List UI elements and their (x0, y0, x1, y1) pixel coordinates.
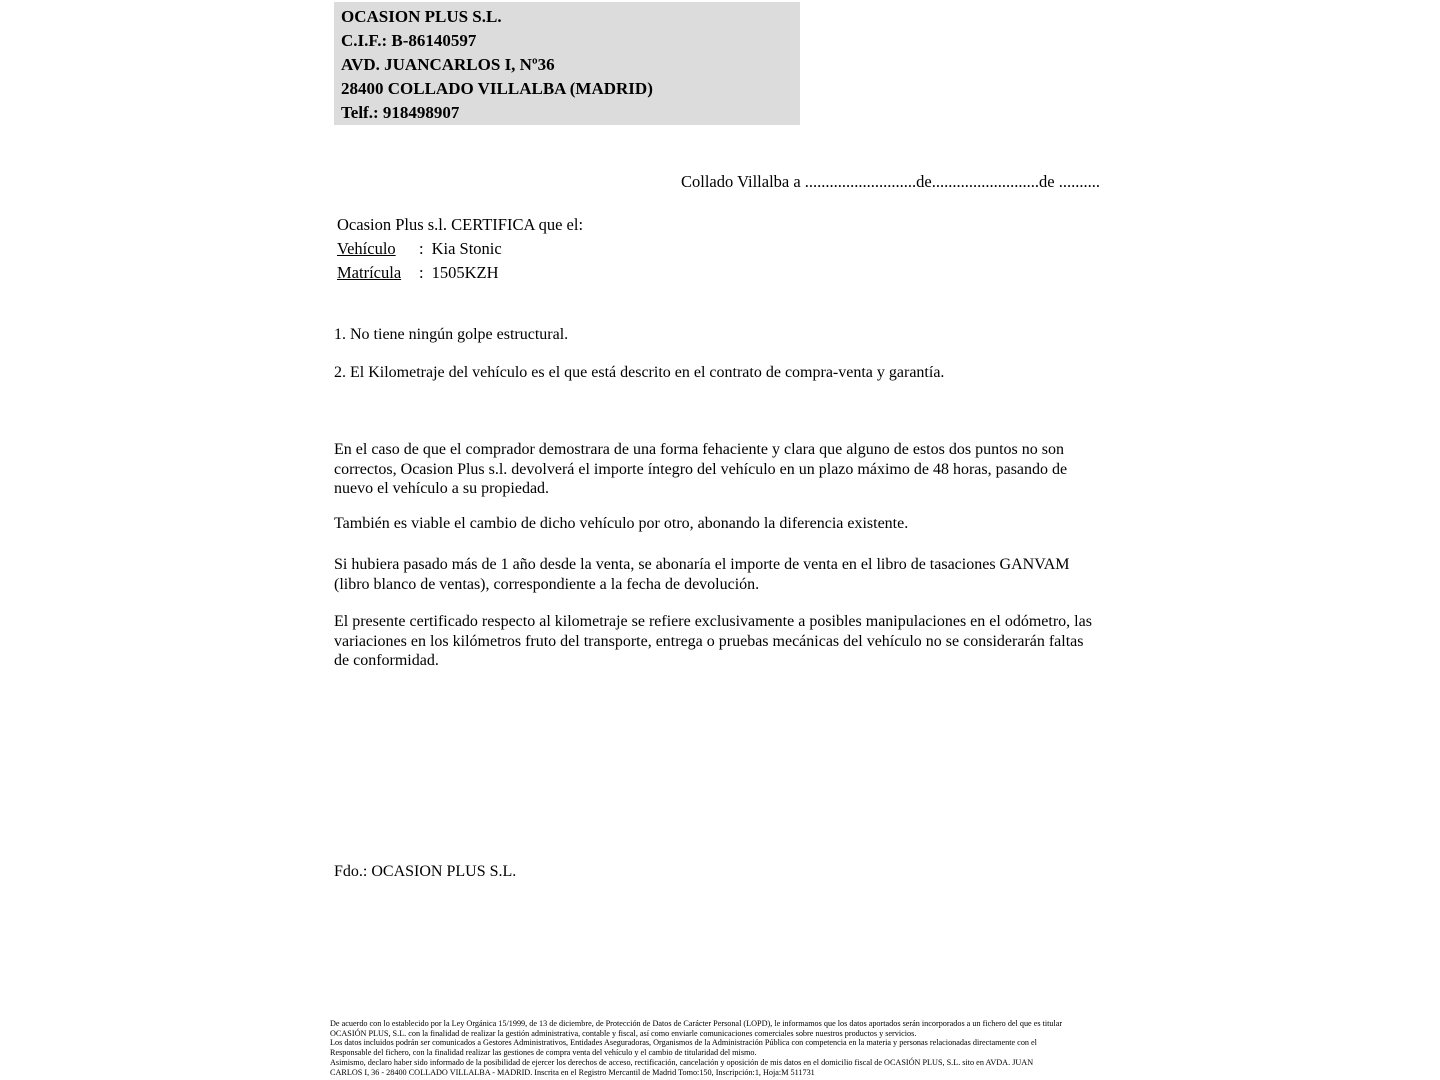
certification-block (337, 213, 583, 285)
paragraph-exchange: También es viable el cambio de dicho vehículo por otro, abonando la diferencia existente. (334, 515, 909, 532)
signature-line: Fdo.: OCASION PLUS S.L. (334, 863, 517, 880)
vehicle-field-separator: : (419, 239, 424, 258)
plate-field-label: Matrícula (337, 263, 402, 282)
vehicle-field-value: Kia Stonic (431, 239, 502, 258)
legal-footer-line: Los datos incluidos podrán ser comunicados a Gestores Administrativos, Entidades Aseguradoras, Organismos de la Administración Pública con competencia en la materia y personas relacionadas directamente con el (330, 1038, 1037, 1048)
company-address: AVD. JUANCARLOS I, Nº36 (341, 55, 555, 74)
certification-intro: Ocasion Plus s.l. CERTIFICA que el: (337, 215, 584, 234)
company-city: 28400 COLLADO VILLALBA (MADRID) (341, 79, 653, 98)
point-1: 1. No tiene ningún golpe estructural. (334, 326, 569, 343)
legal-footer-line: De acuerdo con lo establecido por la Ley Orgánica 15/1999, de 13 de diciembre, de Protección de Datos de Carácter Personal (LOPD), le informamos que los datos aportados serán incorporados a un fichero del que es titular (330, 1019, 1063, 1028)
date-line: Collado Villalba a ...........................de..........................de .......... (681, 172, 1100, 191)
company-cif: C.I.F.: B-86140597 (341, 31, 477, 50)
legal-footer-line: Responsable del fichero, con la finalidad realizar las gestiones de compra venta del vehículo y el cambio de titularidad del mismo. (330, 1048, 757, 1058)
legal-footer-line: OCASIÓN PLUS, S.L. con la finalidad de realizar la gestión administrativa, contable y fiscal, así como enviarle comunicaciones comerciales sobre nuestros productos y servicios. (330, 1028, 917, 1038)
plate-field (337, 261, 583, 285)
company-phone: Telf.: 918498907 (341, 103, 460, 122)
legal-footer-line: Asimismo, declaro haber sido informado de la posibilidad de ejercer los derechos de acceso, rectificación, cancelación y oposición de mis datos en el domicilio fiscal de OCASIÓN PLUS, S.L. sito en AVDA. JUAN (330, 1057, 1034, 1067)
company-name: OCASION PLUS S.L. (341, 7, 502, 26)
vehicle-field (337, 237, 583, 261)
plate-field-separator: : (419, 263, 424, 282)
plate-field-value: 1505KZH (431, 263, 499, 282)
legal-footer-line: CARLOS I, 36 - 28400 COLLADO VILLALBA - MADRID. Inscrita en el Registro Mercantil de Madrid Tomo:150, Inscripción:1, Hoja:M 511731 (330, 1067, 815, 1077)
paragraph-odometer: El presente certificado respecto al kilometraje se refiere exclusivamente a posibles manipulaciones en el odómetro, las variaciones en los kilómetros fruto del transporte, entrega o pruebas mecánicas del vehículo no se considerarán faltas de conformidad. (334, 613, 1092, 669)
paragraph-refund: En el caso de que el comprador demostrara de una forma fehaciente y clara que alguno de estos dos puntos no son correctos, Ocasion Plus s.l. devolverá el importe íntegro del vehículo en un plazo máximo de 48 horas, pasando de nuevo el vehículo a su propiedad. (334, 441, 1068, 497)
legal-footer (330, 1019, 1062, 1077)
paragraph-ganvam: Si hubiera pasado más de 1 año desde la venta, se abonaría el importe de venta en el libro de tasaciones GANVAM (libro blanco de ventas), correspondiente a la fecha de devolución. (334, 556, 1070, 593)
point-2: 2. El Kilometraje del vehículo es el que está descrito en el contrato de compra-venta y garantía. (334, 364, 945, 381)
vehicle-field-label: Vehículo (337, 239, 396, 258)
company-header-box (334, 2, 800, 125)
